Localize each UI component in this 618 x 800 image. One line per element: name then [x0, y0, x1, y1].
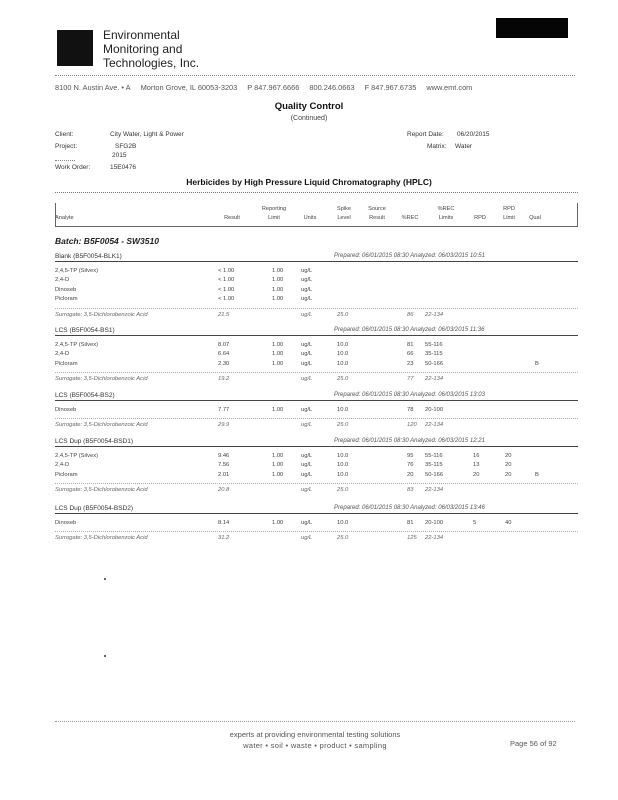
- section-rule: [55, 192, 578, 193]
- column-header-rule: [55, 226, 578, 227]
- table-row: [55, 361, 578, 369]
- surrogate-analyte: Surrogate: 3,5-Dichlorobenzoic Acid: [55, 535, 148, 542]
- report-date-label: Report Date:: [407, 131, 444, 138]
- cell-result: 7.77: [218, 407, 230, 413]
- surrogate-limits: 22-134: [425, 376, 444, 383]
- surrogate-analyte: Surrogate: 3,5-Dichlorobenzoic Acid: [55, 487, 148, 494]
- cell-rpd: 5: [473, 520, 477, 526]
- surrogate-result: 29.9: [218, 422, 230, 429]
- surrogate-rec: 83: [407, 487, 414, 494]
- surrogate-result: 20.8: [218, 487, 230, 494]
- cell-rl: 1.00: [272, 453, 284, 459]
- qc-group-prepared: Prepared: 06/01/2015 08:30 Analyzed: 06/03/2015 13:03: [334, 392, 485, 398]
- cell-spike: 10.0: [337, 407, 349, 413]
- surrogate-limits: 22-134: [425, 487, 444, 494]
- cell-result: < 1.00: [218, 277, 235, 284]
- surrogate-result: 19.2: [218, 376, 230, 383]
- cell-result: < 1.00: [218, 268, 235, 274]
- cell-rec: 81: [407, 520, 414, 526]
- surrogate-divider: [55, 483, 578, 484]
- cell-spike: 10.0: [337, 360, 349, 367]
- table-row: [55, 407, 578, 415]
- surrogate-spike: 25.0: [337, 311, 349, 318]
- cell-spike: 10.0: [337, 462, 349, 469]
- report-subtitle: (Continued): [290, 115, 328, 122]
- surrogate-row: [55, 312, 578, 320]
- cell-analyte: Picloram: [55, 296, 78, 303]
- surrogate-limits: 22-134: [425, 311, 444, 318]
- batch-title: Batch: B5F0054 - SW3510: [55, 236, 159, 246]
- surrogate-spike: 25.0: [337, 376, 349, 383]
- table-row: [55, 520, 578, 528]
- cell-units: ug/L: [301, 342, 313, 348]
- header-border-left: [55, 203, 56, 226]
- surrogate-units: ug/L: [301, 487, 313, 494]
- company-line: Monitoring and: [103, 42, 183, 56]
- report-info: [0, 0, 618, 180]
- cell-result: 6.64: [218, 351, 230, 358]
- surrogate-rec: 120: [407, 422, 417, 429]
- col-analyte: Analyte: [55, 215, 74, 221]
- cell-qual: B: [535, 471, 539, 478]
- footer-services: water • soil • waste • product • sampling: [243, 741, 387, 750]
- cell-rl: 1.00: [272, 471, 284, 478]
- company-line: Environmental: [103, 28, 180, 42]
- section-title: Herbicides by High Pressure Liquid Chromatography (HPLC): [186, 177, 432, 187]
- cell-limits: 50-166: [425, 471, 444, 478]
- cell-units: ug/L: [301, 286, 313, 293]
- surrogate-units: ug/L: [301, 422, 313, 429]
- surrogate-divider: [55, 308, 578, 309]
- project-label: Project:: [55, 143, 78, 150]
- project-value: SFG2B: [115, 143, 137, 150]
- surrogate-divider: [55, 418, 578, 419]
- cell-analyte: 2,4-D: [55, 277, 70, 284]
- col-source-1: Source: [368, 206, 386, 212]
- cell-limits: 20-100: [425, 520, 444, 526]
- col-rpdlimit-2: Limit: [503, 215, 515, 221]
- surrogate-rec: 125: [407, 535, 417, 542]
- cell-rl: 1.00: [272, 277, 284, 284]
- header-border-right: [577, 203, 578, 226]
- col-qual: Qual: [529, 215, 541, 221]
- table-row: [55, 351, 578, 359]
- cell-rl: 1.00: [272, 360, 284, 367]
- cell-rpd: 13: [473, 462, 480, 469]
- footer-divider: [55, 721, 575, 722]
- qc-group-name: LCS (B5F0054-BS1): [55, 327, 115, 334]
- cell-analyte: 2,4,5-TP (Silvex): [55, 268, 99, 274]
- cell-units: ug/L: [301, 453, 313, 459]
- cell-analyte: 2,4,5-TP (Silvex): [55, 453, 99, 459]
- col-units: Units: [303, 215, 317, 221]
- report-date-value: 06/20/2015: [457, 131, 490, 138]
- surrogate-units: ug/L: [301, 535, 313, 542]
- cell-units: ug/L: [301, 268, 313, 274]
- qc-group-rule: [55, 446, 578, 447]
- cell-limits: 55-116: [425, 342, 443, 348]
- cell-spike: 10.0: [337, 351, 349, 358]
- address-city: Morton Grove, IL 60053-3203: [140, 83, 238, 92]
- cell-result: 7.56: [218, 462, 230, 469]
- project-value-year: 2015: [112, 152, 127, 159]
- surrogate-result: 21.5: [218, 311, 230, 318]
- page-number: Page 56 of 92: [510, 739, 557, 748]
- cell-limits: 55-116: [425, 453, 443, 459]
- cell-analyte: Dinoseb: [55, 286, 77, 293]
- qc-group-rule: [55, 261, 578, 262]
- cell-spike: 10.0: [337, 520, 349, 526]
- cell-limits: 35-115: [425, 462, 443, 469]
- cell-result: 8.14: [218, 520, 230, 526]
- surrogate-units: ug/L: [301, 376, 313, 383]
- cell-units: ug/L: [301, 360, 313, 367]
- cell-rl: 1.00: [272, 462, 284, 469]
- cell-analyte: Picloram: [55, 471, 78, 478]
- cell-units: ug/L: [301, 296, 313, 303]
- col-reporting-1: Reporting: [261, 206, 287, 212]
- surrogate-row: [55, 487, 578, 495]
- surrogate-rec: 77: [407, 376, 414, 383]
- surrogate-analyte: Surrogate: 3,5-Dichlorobenzoic Acid: [55, 376, 148, 383]
- matrix-label: Matrix:: [427, 143, 447, 150]
- scan-speck: [104, 655, 106, 657]
- address-tollfree: 800.246.0663: [309, 83, 355, 92]
- col-reporting-2: Limit: [268, 215, 280, 221]
- cell-spike: 10.0: [337, 342, 349, 348]
- info-divider: [55, 160, 75, 161]
- surrogate-row: [55, 376, 578, 384]
- table-row: [55, 342, 578, 350]
- scan-speck: [104, 578, 106, 580]
- col-source-2: Result: [369, 215, 385, 221]
- col-spike-2: Level: [337, 215, 351, 221]
- cell-spike: 10.0: [337, 453, 349, 459]
- surrogate-rec: 86: [407, 311, 414, 318]
- cell-rl: 1.00: [272, 296, 284, 303]
- cell-units: ug/L: [301, 407, 313, 413]
- qc-group-prepared: Prepared: 06/01/2015 08:30 Analyzed: 06/03/2015 13:46: [334, 505, 485, 511]
- surrogate-divider: [55, 372, 578, 373]
- address-fax: F 847.967.6735: [364, 83, 417, 92]
- cell-result: 2.30: [218, 360, 230, 367]
- client-label: Client:: [55, 131, 74, 138]
- cell-rpdlim: 20: [505, 453, 512, 459]
- qc-group-prepared: Prepared: 06/01/2015 08:30 Analyzed: 06/03/2015 10:51: [334, 253, 485, 259]
- cell-rec: 66: [407, 351, 414, 358]
- table-row: [55, 453, 578, 461]
- cell-rpd: 16: [473, 453, 480, 459]
- footer-tagline: experts at providing environmental testing solutions: [229, 730, 401, 739]
- qc-group-name: LCS (B5F0054-BS2): [55, 392, 115, 399]
- surrogate-limits: 22-134: [425, 422, 444, 429]
- qc-group-prepared: Prepared: 06/01/2015 08:30 Analyzed: 06/03/2015 11:36: [334, 327, 485, 333]
- surrogate-row: [55, 422, 578, 430]
- workorder-label: Work Order:: [55, 164, 91, 171]
- cell-rl: 1.00: [272, 520, 284, 526]
- qc-group-rule: [55, 335, 578, 336]
- cell-rec: 78: [407, 407, 414, 413]
- cell-rec: 20: [407, 471, 414, 478]
- col-spike-1: Spike: [337, 206, 351, 212]
- surrogate-result: 31.2: [218, 535, 230, 542]
- table-row: [55, 287, 578, 295]
- table-row: [55, 268, 578, 276]
- cell-rpdlim: 20: [505, 471, 512, 478]
- col-result: Result: [224, 215, 240, 221]
- cell-result: 9.46: [218, 453, 230, 459]
- surrogate-divider: [55, 531, 578, 532]
- cell-analyte: Picloram: [55, 360, 78, 367]
- cell-units: ug/L: [301, 277, 313, 284]
- cell-spike: 10.0: [337, 471, 349, 478]
- cell-limits: 20-100: [425, 407, 444, 413]
- company-line: Technologies, Inc.: [103, 56, 200, 70]
- table-row: [55, 462, 578, 470]
- table-row: [55, 472, 578, 480]
- qc-group-rule: [55, 400, 578, 401]
- cell-rpdlim: 40: [505, 520, 512, 526]
- surrogate-spike: 25.0: [337, 487, 349, 494]
- cell-analyte: 2,4,5-TP (Silvex): [55, 342, 99, 348]
- cell-limits: 35-115: [425, 351, 443, 358]
- cell-rec: 81: [407, 342, 414, 348]
- column-headers: [55, 203, 578, 225]
- cell-analyte: 2,4-D: [55, 351, 70, 358]
- col-reclimits-2: Limits: [438, 215, 454, 221]
- surrogate-analyte: Surrogate: 3,5-Dichlorobenzoic Acid: [55, 422, 148, 429]
- cell-analyte: Dinoseb: [55, 520, 77, 526]
- cell-rec: 95: [407, 453, 414, 459]
- cell-rec: 76: [407, 462, 414, 469]
- col-rpdlimit-1: RPD: [503, 206, 515, 212]
- cell-result: 2.01: [218, 471, 230, 478]
- col-rpd: RPD: [474, 215, 486, 221]
- qc-group-name: Blank (B5F0054-BLK1): [55, 253, 122, 260]
- qc-group-name: LCS Dup (B5F0054-BSD2): [55, 505, 134, 512]
- col-rec: %REC: [401, 215, 419, 221]
- address-web: www.emt.com: [426, 83, 473, 92]
- cell-rl: 1.00: [272, 342, 284, 348]
- surrogate-spike: 25.0: [337, 422, 349, 429]
- surrogate-analyte: Surrogate: 3,5-Dichlorobenzoic Acid: [55, 311, 148, 318]
- cell-units: ug/L: [301, 520, 313, 526]
- cell-rl: 1.00: [272, 286, 284, 293]
- cell-rpdlim: 20: [505, 462, 512, 469]
- surrogate-row: [55, 535, 578, 543]
- cell-analyte: 2,4-D: [55, 462, 70, 469]
- address-phone: P 847.967.6666: [247, 83, 300, 92]
- report-title: Quality Control: [274, 101, 344, 112]
- table-row: [55, 296, 578, 304]
- qc-group-name: LCS Dup (B5F0054-BSD1): [55, 438, 134, 445]
- cell-rl: 1.00: [272, 407, 284, 413]
- cell-rl: 1.00: [272, 351, 284, 358]
- cell-qual: B: [535, 360, 539, 367]
- cell-rec: 23: [407, 360, 414, 367]
- workorder-value: 15E0476: [110, 164, 137, 171]
- qc-group-prepared: Prepared: 06/01/2015 08:30 Analyzed: 06/03/2015 12:21: [334, 438, 485, 444]
- client-value: City Water, Light & Power: [110, 131, 184, 138]
- surrogate-spike: 25.0: [337, 535, 349, 542]
- cell-units: ug/L: [301, 351, 313, 358]
- cell-analyte: Dinoseb: [55, 407, 77, 413]
- cell-units: ug/L: [301, 471, 313, 478]
- col-reclimits-1: %REC: [437, 206, 455, 212]
- cell-units: ug/L: [301, 462, 313, 469]
- cell-result: 8.07: [218, 342, 230, 348]
- matrix-value: Water: [455, 143, 473, 150]
- surrogate-limits: 22-134: [425, 535, 444, 542]
- cell-result: < 1.00: [218, 296, 235, 303]
- cell-limits: 50-166: [425, 360, 444, 367]
- cell-rpd: 20: [473, 471, 480, 478]
- cell-result: < 1.00: [218, 286, 235, 293]
- table-row: [55, 277, 578, 285]
- cell-rl: 1.00: [272, 268, 284, 274]
- address-street: 8100 N. Austin Ave. • A: [55, 83, 131, 92]
- surrogate-units: ug/L: [301, 311, 313, 318]
- qc-group-rule: [55, 513, 578, 514]
